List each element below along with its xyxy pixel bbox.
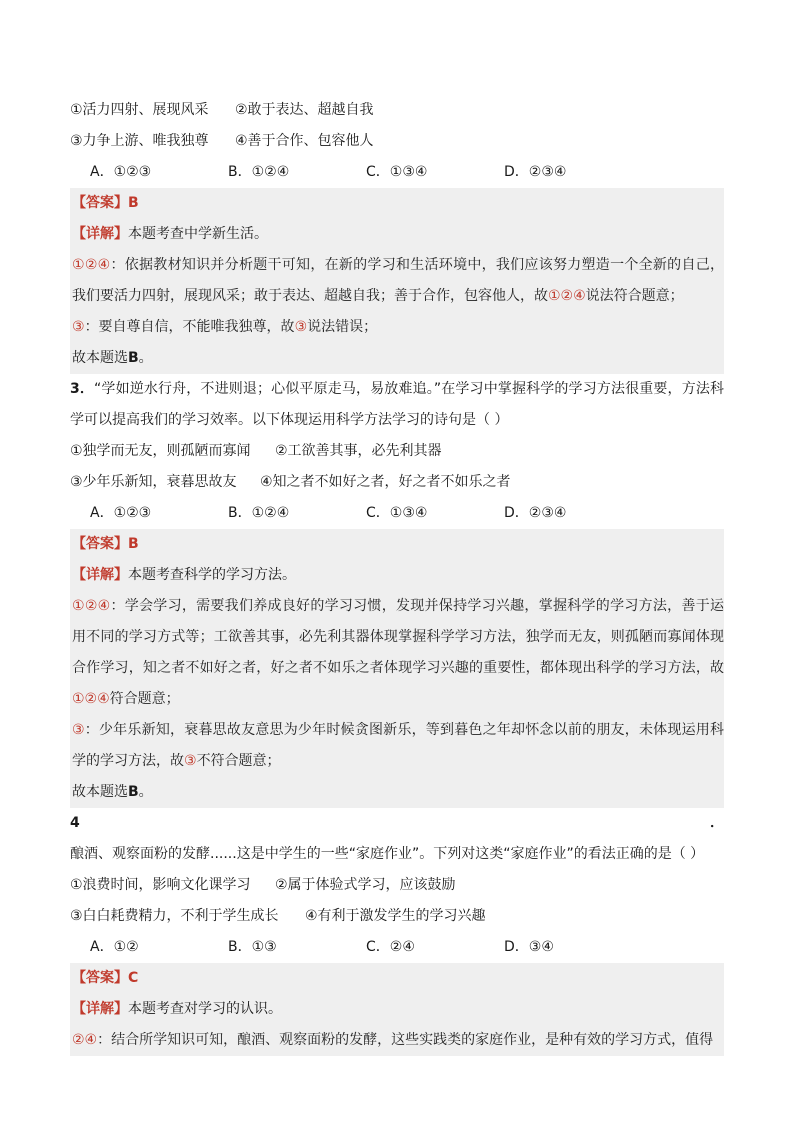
q2-option-4: ④善于合作、包容他人 [235,133,374,149]
q2-detail-p1 [70,250,724,312]
q3-detail-p2 [70,715,724,777]
q4-option-3: ③白白耗费精力，不利于学生成长 [70,908,279,924]
q2-p2-marks: ③ [72,319,85,335]
q4-option-2: ②属于体验式学习，应该鼓励 [275,877,456,893]
q3-p2-marks: ③ [72,722,85,738]
q3-option-3: ③少年乐新知，衰暮思故友 [70,474,237,490]
q3-choices [70,498,724,529]
q3-choice-a: A．①②③ [90,505,152,521]
q2-conclusion-pre: 故本题选 [72,350,128,366]
q2-p2-text: ：要自尊自信，不能唯我独尊，故 [84,319,295,335]
q3-answer-block [70,529,724,808]
q3-answer-label: 【答案】 [72,536,128,552]
q4-choice-d: D．③④ [504,939,554,955]
q3-conclusion [70,777,724,808]
q4-detail-p1 [70,1025,724,1056]
q2-answer-label: 【答案】 [72,195,128,211]
q3-options-row1 [70,436,724,467]
q3-p1-text: ：学会学习，需要我们养成良好的学习习惯，发现并保持学习兴趣，掌握科学的学习方法，善于运用不同的学习方式等；工欲善其事，必先利其器体现掌握科学学习方法，独学而无友，则孤陋而寡闻体现合作学习，知之者不如好之者，好之者不如乐之者体现学习兴趣的重要性，都体现出科学的学习方法，故 [72,598,725,676]
q2-answer-block [70,188,724,374]
q2-answer-value: B [128,195,139,211]
q2-detail-intro-text: 本题考查中学新生活。 [128,226,268,242]
q3-detail-p1 [70,591,724,715]
q2-p1-tail: 说法符合题意； [585,288,684,304]
q4-options-row2 [70,901,724,932]
page-content [70,95,724,1056]
q2-option-3: ③力争上游、唯我独尊 [70,133,209,149]
q2-answer [70,188,724,219]
q2-choice-d: D．②③④ [504,164,567,180]
q3-answer [70,529,724,560]
q2-p2-marks2: ③ [294,319,308,335]
q3-options-row2 [70,467,724,498]
q2-choice-a: A．①②③ [90,164,152,180]
q2-detail-label: 【详解】 [72,226,128,242]
q3-p1-marks2: ①②④ [72,691,110,707]
q2-options-row2 [70,126,724,157]
q3-conclusion-ans: B [128,784,139,800]
q4-options-row1 [70,870,724,901]
q4-stem-text: 酿酒、观察面粉的发酵......这是中学生的一些“家庭作业”。下列对这类“家庭作业”的看法正确的是（ ） [70,846,705,862]
q3-p2-tail: 不符合题意； [196,753,281,769]
q3-stem-text: “学如逆水行舟，不进则退；心似平原走马，易放难追。”在学习中掌握科学的学习方法很重要，方法科学可以提高我们的学习效率。以下体现运用科学方法学习的诗句是（ ） [70,381,724,428]
q2-choice-c: C．①③④ [366,164,428,180]
q2-p2-tail: 说法错误； [307,319,378,335]
q3-p1-marks: ①②④ [72,598,111,614]
q2-p1-marks2: ①②④ [548,288,586,304]
q3-option-4: ④知之者不如好之者，好之者不如乐之者 [260,474,511,490]
q4-answer [70,963,724,994]
q4-choice-a: A．①② [90,939,139,955]
q4-detail-label: 【详解】 [72,1001,128,1017]
q4-option-1: ①浪费时间，影响文化课学习 [70,877,251,893]
q2-p1-marks: ①②④ [72,257,111,273]
q4-stem [70,808,724,870]
q3-choice-c: C．①③④ [366,505,428,521]
q3-p1-tail: 符合题意； [109,691,180,707]
q2-detail-intro [70,219,724,250]
q4-detail-intro-text: 本题考查对学习的认识。 [128,1001,282,1017]
q3-conclusion-end: 。 [138,784,153,800]
q2-choices [70,157,724,188]
q4-answer-label: 【答案】 [72,970,128,986]
q3-answer-value: B [128,536,139,552]
q3-detail-intro-text: 本题考查科学的学习方法。 [128,567,296,583]
q3-p2-text: ：少年乐新知，衰暮思故友意思为少年时候贪图新乐，等到暮色之年却怀念以前的朋友，未体现运用科学的学习方法，故 [72,722,724,769]
q2-option-2: ②敢于表达、超越自我 [235,102,374,118]
q3-number: 3． [70,381,95,397]
q3-option-1: ①独学而无友，则孤陋而寡闻 [70,443,251,459]
q3-stem [70,374,724,436]
q4-p1-marks: ②④ [72,1032,98,1048]
q2-detail-p2 [70,312,724,343]
q4-option-4: ④有利于激发学生的学习兴趣 [305,908,486,924]
q4-choice-b: B．①③ [228,939,277,955]
q3-conclusion-pre: 故本题选 [72,784,128,800]
q2-p1-text: ：依据教材知识并分析题干可知，在新的学习和生活环境中，我们应该努力塑造一个全新的自己，我们要活力四射，展现风采；敢于表达、超越自我；善于合作，包容他人，故 [72,257,725,304]
q4-answer-value: C [128,970,139,986]
q3-p2-marks2: ③ [184,753,197,769]
q2-conclusion-end: 。 [138,350,153,366]
q2-options-row1 [70,95,724,126]
q4-answer-block [70,963,724,1056]
q4-choice-c: C．②④ [366,939,415,955]
q3-detail-label: 【详解】 [72,567,128,583]
q4-detail-intro [70,994,724,1025]
q2-conclusion [70,343,724,374]
q4-p1-text: ：结合所学知识可知，酿酒、观察面粉的发酵，这些实践类的家庭作业，是种有效的学习方式，值得 [97,1032,714,1048]
q2-conclusion-ans: B [128,350,139,366]
q4-number: 4． [70,815,724,831]
q3-choice-d: D．②③④ [504,505,567,521]
q4-choices [70,932,724,963]
q3-option-2: ②工欲善其事，必先利其器 [275,443,442,459]
q2-choice-b: B．①②④ [228,164,290,180]
q3-detail-intro [70,560,724,591]
q2-option-1: ①活力四射、展现风采 [70,102,209,118]
q3-choice-b: B．①②④ [228,505,290,521]
